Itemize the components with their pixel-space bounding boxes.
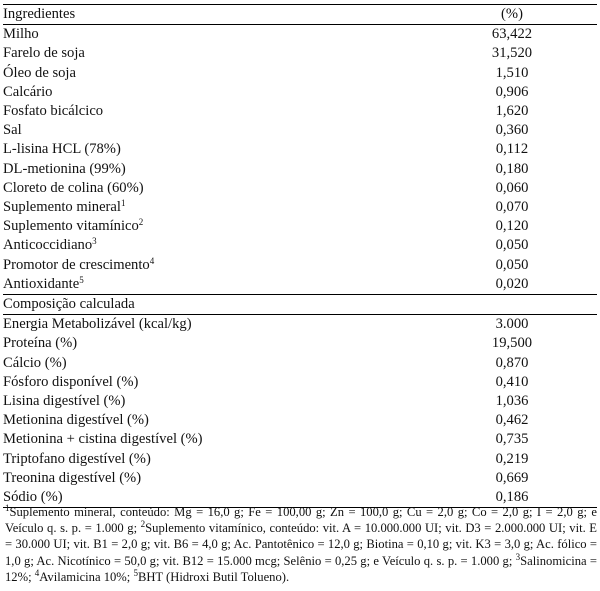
table-row [3, 44, 597, 63]
table-row [3, 217, 597, 236]
footnote-marker-4: 4 [34, 567, 40, 578]
footnote-ref: 5 [79, 274, 84, 285]
table-row [3, 373, 597, 392]
row-label [3, 236, 427, 255]
footnote-marker-1: 1 [5, 503, 10, 513]
row-label [3, 160, 427, 179]
row-label [3, 121, 427, 140]
row-label-text: Treonina digestível (%) [3, 469, 142, 486]
row-value: 0,112 [495, 141, 529, 158]
footnote-text-4: Avilamicina 10%; [39, 569, 134, 584]
footnote-marker-2: 2 [140, 519, 146, 530]
table-row [3, 430, 597, 449]
row-value: 1,510 [495, 64, 529, 81]
table-row [3, 392, 597, 411]
row-label-text: Anticoccidiano [3, 237, 93, 254]
table-row [3, 102, 597, 121]
row-label-text: Sal [3, 122, 22, 139]
row-value: 0,120 [495, 218, 529, 235]
row-label [3, 102, 427, 121]
row-label [3, 217, 427, 236]
section-header-row [3, 295, 597, 315]
row-label [3, 392, 427, 411]
footnote-text-1: Suplemento mineral, conteúdo: Mg = 16,0 g; Fe = 100,00 g; Zn = 100,0 g; Cu = 2,0 g; Co = 2,0 g; I = 2,0 g; e Veículo q. s. p. = 1.000 g; [5, 505, 597, 536]
table-row [3, 450, 597, 469]
row-label-text: Energia Metabolizável (kcal/kg) [3, 316, 192, 333]
table-row [3, 140, 597, 159]
row-label-text: Fosfato bicálcico [3, 103, 104, 120]
row-label-text: Triptofano digestível (%) [3, 450, 151, 467]
table-row [3, 179, 597, 198]
row-label-text: Farelo de soja [3, 45, 85, 62]
header-unit: (%) [427, 5, 597, 25]
row-label [3, 315, 427, 335]
row-label [3, 198, 427, 217]
row-value: 0,462 [495, 412, 529, 429]
row-label [3, 64, 427, 83]
footnote-ref: 4 [149, 255, 155, 266]
table-header-row [3, 5, 597, 25]
row-label-text: L-lisina HCL (78%) [3, 141, 121, 158]
row-value: 63,422 [491, 26, 533, 43]
row-label [3, 140, 427, 159]
table-row [3, 411, 597, 430]
row-label-text: Fósforo disponível (%) [3, 373, 139, 390]
footnote-text-5: BHT (Hidroxi Butil Tolueno). [137, 569, 290, 584]
row-label [3, 430, 427, 449]
table-row [3, 315, 597, 335]
row-label [3, 469, 427, 488]
footnote-ref: 3 [92, 236, 97, 247]
row-label-text: Suplemento mineral [3, 199, 121, 216]
table-row [3, 275, 597, 295]
table-row [3, 198, 597, 217]
table-row [3, 64, 597, 83]
row-label [3, 334, 427, 353]
row-value: 1,620 [495, 103, 529, 120]
table-row [3, 354, 597, 373]
row-label [3, 44, 427, 63]
row-label-text: Antioxidante [3, 275, 80, 292]
row-label [3, 373, 427, 392]
row-label-text: Suplemento vitamínico [3, 218, 139, 235]
row-value: 0,410 [495, 373, 529, 390]
table-row [3, 160, 597, 179]
row-value: 0,050 [495, 237, 529, 254]
footnote-marker-3: 3 [515, 551, 521, 562]
row-value: 0,180 [495, 160, 529, 177]
table-row [3, 469, 597, 488]
row-label [3, 354, 427, 373]
footnote-ref: 2 [138, 217, 144, 228]
row-value: 0,870 [495, 354, 529, 371]
row-label-text: Sódio (%) [3, 489, 63, 506]
row-value: 0,060 [495, 179, 529, 196]
row-label [3, 256, 427, 275]
row-label-text: Promotor de crescimento [3, 256, 150, 273]
footnote-ref: 1 [120, 198, 126, 209]
row-label-text: Óleo de soja [3, 64, 76, 81]
row-value: 0,906 [495, 83, 529, 100]
row-label [3, 25, 427, 45]
table-row [3, 25, 597, 45]
row-value: 0,219 [495, 450, 529, 467]
row-value: 3.000 [495, 316, 529, 333]
table-row [3, 334, 597, 353]
row-label-text: Metionina + cistina digestível (%) [3, 431, 203, 448]
row-label [3, 275, 427, 295]
diet-composition-table [3, 4, 597, 508]
row-value: 0,050 [495, 256, 529, 273]
footnote-text-2: Suplemento vitamínico, conteúdo: vit. A = 10.000.000 UI; vit. D3 = 2.000.000 UI; vit. E = 30.000 UI; vit. B1 = 2,0 g; vit. B6 = 4,0 g; Ac. Pantotênico = 12,0 g; Biotina = 0,10 g; vit. K3 = 3,0 g; Ac. fólico = 1,0 g; Ac. Nicotínico = 50,0 g; vit. B12 = 15.000 mcg; Selênio = 0,25 g; e Veículo q. s. p. = 1.000 g; [5, 521, 597, 568]
section-title: Composição calculada [3, 295, 597, 315]
row-label-text: Cloreto de colina (60%) [3, 179, 144, 196]
row-label [3, 450, 427, 469]
row-label-text: Lisina digestível (%) [3, 393, 126, 410]
row-value: 0,360 [495, 122, 529, 139]
row-label-text: Milho [3, 26, 39, 43]
row-value: 0,735 [495, 431, 529, 448]
row-value: 31,520 [491, 45, 533, 62]
row-value: 1,036 [495, 393, 529, 410]
row-label [3, 411, 427, 430]
table-row [3, 256, 597, 275]
row-label-text: Cálcio (%) [3, 354, 67, 371]
row-value: 0,070 [495, 199, 529, 216]
table-row [3, 83, 597, 102]
row-value: 0,020 [495, 275, 529, 292]
footnote-marker-5: 5 [133, 567, 138, 578]
row-value: 0,186 [427, 488, 597, 508]
row-label-text: DL-metionina (99%) [3, 160, 126, 177]
row-value: 0,669 [495, 469, 529, 486]
table-row [3, 236, 597, 255]
row-label-text: Proteína (%) [3, 335, 78, 352]
footnote-text-3: Salinomicina = 12%; [5, 553, 597, 584]
table-footnote [5, 504, 597, 585]
row-label [3, 83, 427, 102]
header-ingredients: Ingredientes [3, 5, 427, 25]
row-label-text: Calcário [3, 83, 53, 100]
table-row [3, 121, 597, 140]
row-value: 19,500 [491, 335, 533, 352]
row-label-text: Metionina digestível (%) [3, 412, 149, 429]
row-label [3, 179, 427, 198]
